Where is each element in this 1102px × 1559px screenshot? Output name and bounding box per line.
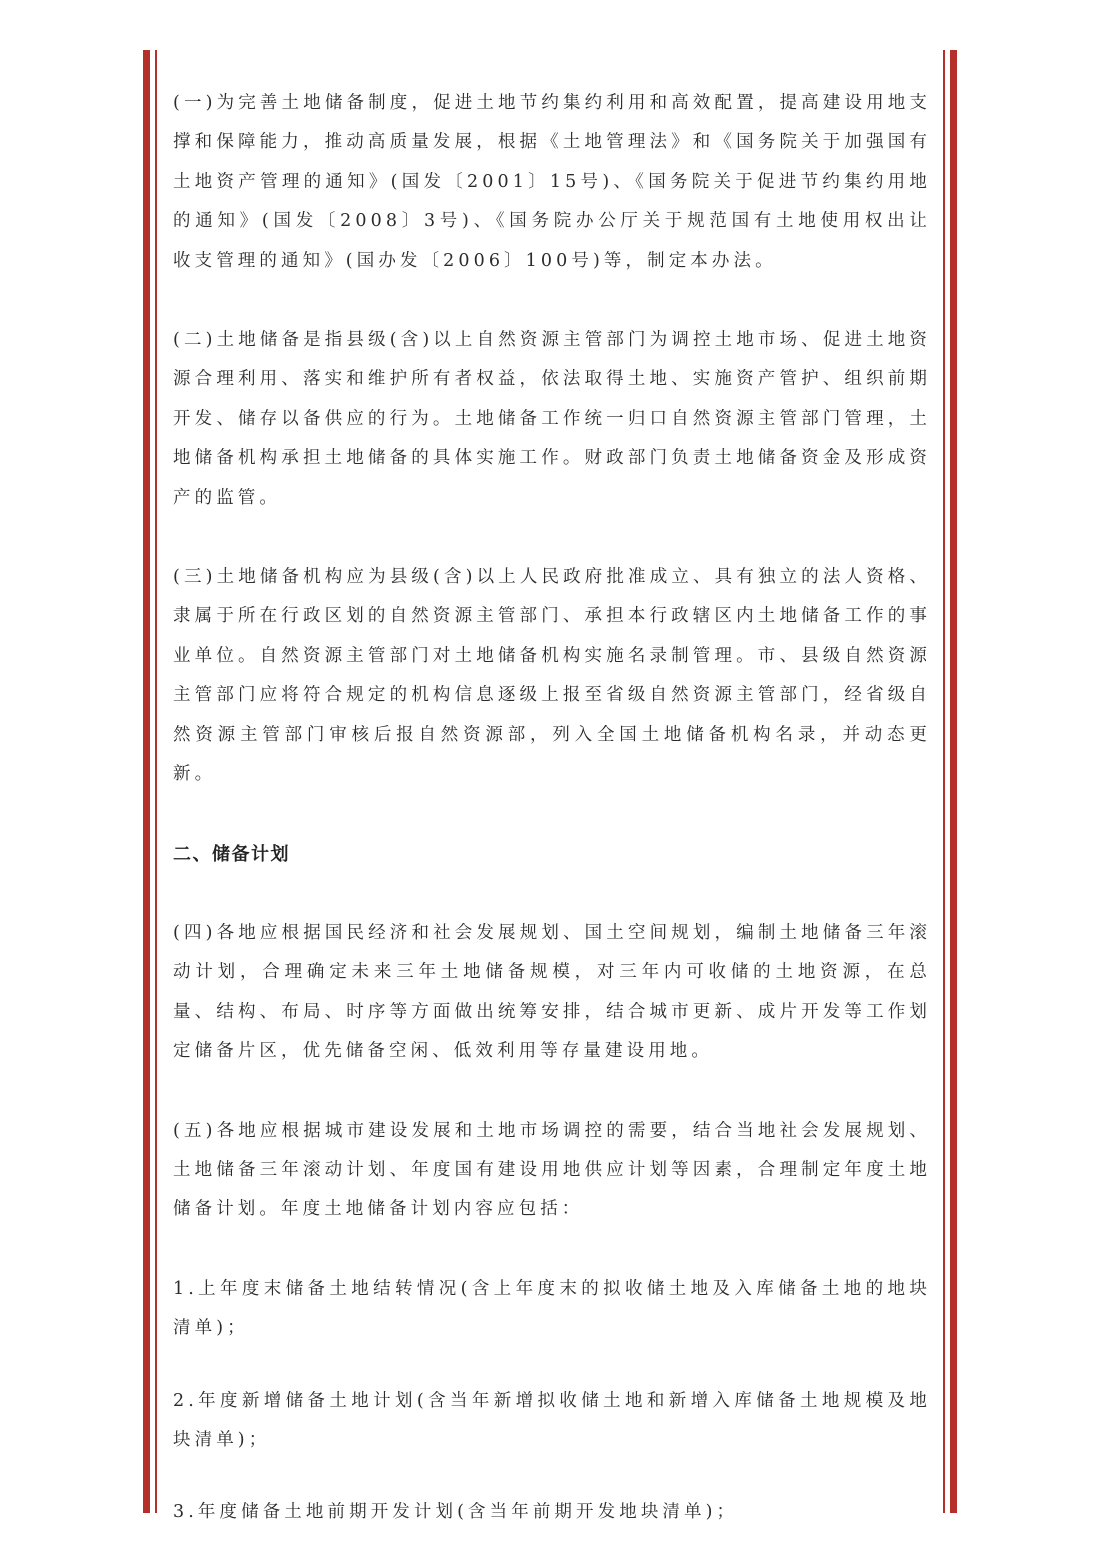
document-body	[173, 84, 931, 1533]
list-item-3: 3.年度储备土地前期开发计划(含当年前期开发地块清单)；	[173, 1502, 739, 1523]
section-heading: 二、储备计划	[173, 843, 290, 865]
paragraph-4: (四)各地应根据国民经济和社会发展规划、国土空间规划，编制土地储备三年滚动计划，合理确定未来三年土地储备规模，对三年内可收储的土地资源，在总量、结构、布局、时序等方面做出统筹安排，结合城市更新、成片开发等工作划定储备片区，优先储备空闲、低效利用等存量建设用地。	[173, 922, 931, 1062]
right-border-thick	[950, 50, 957, 1513]
right-border-thin	[943, 50, 945, 1513]
list-item-2: 2.年度新增储备土地计划(含当年新增拟收储土地和新增入库储备土地规模及地块清单)；	[173, 1390, 931, 1450]
list-item-1: 1.上年度末储备土地结转情况(含上年度末的拟收储土地及入库储备土地的地块清单)；	[173, 1278, 931, 1339]
left-border-thick	[143, 50, 150, 1513]
paragraph-5: (五)各地应根据城市建设发展和土地市场调控的需要，结合当地社会发展规划、土地储备三年滚动计划、年度国有建设用地供应计划等因素，合理制定年度土地储备计划。年度土地储备计划内容应包括：	[173, 1120, 931, 1220]
paragraph-3: (三)土地储备机构应为县级(含)以上人民政府批准成立、具有独立的法人资格、隶属于所在行政区划的自然资源主管部门、承担本行政辖区内土地储备工作的事业单位。自然资源主管部门对土地储备机构实施名录制管理。市、县级自然资源主管部门应将符合规定的机构信息逐级上报至省级自然资源主管部门，经省级自然资源主管部门审核后报自然资源部，列入全国土地储备机构名录，并动态更新。	[173, 567, 931, 785]
paragraph-1: (一)为完善土地储备制度，促进土地节约集约利用和高效配置，提高建设用地支撑和保障能力，推动高质量发展，根据《土地管理法》和《国务院关于加强国有土地资产管理的通知》(国发〔2001〕15号)、《国务院关于促进节约集约用地的通知》(国发〔2008〕3号)、《国务院办公厅关于规范国有土地使用权出让收支管理的通知》(国办发〔2006〕100号)等，制定本办法。	[173, 93, 931, 271]
left-border-thin	[155, 50, 157, 1513]
paragraph-2: (二)土地储备是指县级(含)以上自然资源主管部门为调控土地市场、促进土地资源合理利用、落实和维护所有者权益，依法取得土地、实施资产管护、组织前期开发、储存以备供应的行为。土地储备工作统一归口自然资源主管部门管理，土地储备机构承担土地储备的具体实施工作。财政部门负责土地储备资金及形成资产的监管。	[173, 330, 931, 508]
